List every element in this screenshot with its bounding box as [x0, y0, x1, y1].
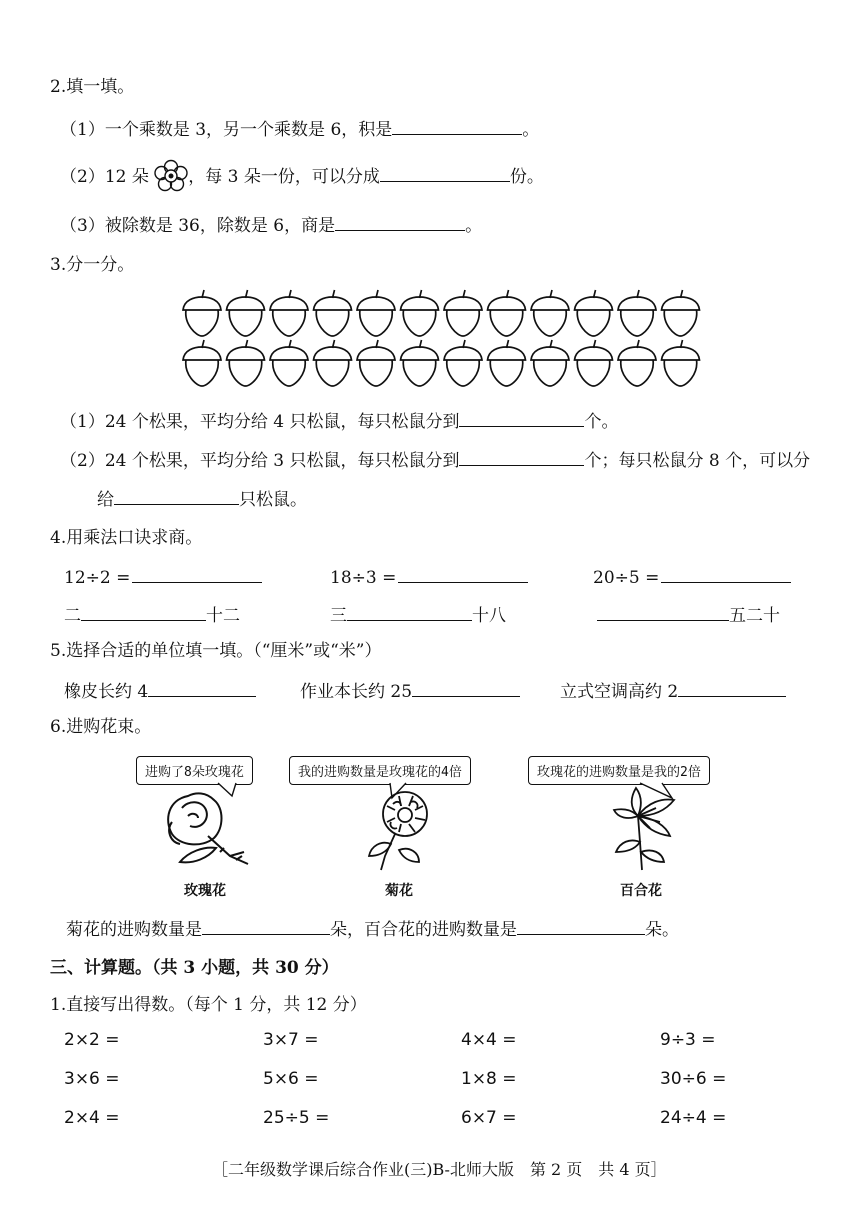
answer-blank[interactable]: [517, 916, 645, 935]
answer-blank[interactable]: [661, 564, 791, 583]
acorn-icon: [401, 290, 439, 336]
q3-item-1: （1）24 个松果，平均分给 4 只松鼠，每只松鼠分到 个。: [60, 408, 618, 433]
answer-blank[interactable]: [459, 408, 584, 427]
q4-title: 4.用乘法口诀求商。: [50, 528, 203, 548]
acorn-icon: [618, 290, 656, 336]
acorn-icon: [227, 290, 265, 336]
chrysanthemum-label: 菊花: [385, 883, 413, 899]
q5-item-2: 作业本长约 25: [300, 678, 520, 703]
acorn-icon: [662, 290, 700, 336]
q2-item-3: （3）被除数是 36，除数是 6，商是 。: [60, 212, 482, 237]
answer-blank[interactable]: [392, 116, 522, 135]
acorn-icon: [183, 290, 221, 336]
q4-eq-3: 20÷5 =: [593, 564, 791, 589]
acorn-icon: [531, 340, 569, 386]
acorn-icon: [444, 290, 482, 336]
q3-item-2-cont: 给 只松鼠。: [97, 486, 307, 511]
acorn-icon: [444, 340, 482, 386]
answer-blank[interactable]: [114, 486, 239, 505]
q2-item-2: （2）12 朵 ，每 3 朵一份，可以分成 份。: [60, 163, 544, 189]
rose-illustration: [158, 786, 268, 876]
q4-rhyme-2: 三 十八: [330, 602, 506, 627]
acorn-icon: [357, 290, 395, 336]
q5-title: 5.选择合适的单位填一填。（“厘米”或“米”）: [50, 641, 382, 661]
answer-blank[interactable]: [202, 916, 330, 935]
acorn-icon: [488, 340, 526, 386]
rose-label: 玫瑰花: [184, 883, 226, 899]
q4-eq-2: 18÷3 =: [330, 564, 528, 589]
answer-blank[interactable]: [398, 564, 528, 583]
calc-item: 1×8 =: [461, 1069, 517, 1089]
lily-label: 百合花: [620, 883, 662, 899]
answer-blank[interactable]: [335, 212, 465, 231]
answer-blank[interactable]: [81, 602, 206, 621]
acorn-icon: [531, 290, 569, 336]
acorn-icon: [357, 340, 395, 386]
answer-blank[interactable]: [132, 564, 262, 583]
lily-illustration: [608, 782, 688, 877]
calc-item: 6×7 =: [461, 1108, 517, 1128]
acorn-icon: [270, 290, 308, 336]
calc-item: 9÷3 =: [660, 1030, 716, 1050]
chrysanthemum-speech-bubble: 我的进购数量是玫瑰花的4倍: [289, 756, 471, 785]
q2-title: 2.填一填。: [50, 77, 135, 97]
calc-item: 2×2 =: [64, 1030, 120, 1050]
acorn-icon: [270, 340, 308, 386]
answer-blank[interactable]: [412, 678, 520, 697]
q5-item-3: 立式空调高约 2: [560, 678, 786, 703]
calc-item: 3×7 =: [263, 1030, 319, 1050]
q5-item-1: 橡皮长约 4: [64, 678, 256, 703]
answer-blank[interactable]: [347, 602, 472, 621]
acorn-icon: [227, 340, 265, 386]
acorn-icon: [662, 340, 700, 386]
acorn-icon: [183, 340, 221, 386]
answer-blank[interactable]: [678, 678, 786, 697]
flower-icon: [154, 167, 188, 189]
q3-item-2: （2）24 个松果，平均分给 3 只松鼠，每只松鼠分到 个；每只松鼠分 8 个，可以分: [60, 447, 810, 472]
acorn-icon: [401, 340, 439, 386]
answer-blank[interactable]: [597, 602, 729, 621]
page-footer: ［二年级数学课后综合作业(三)B-北师大版 第 2 页 共 4 页］: [212, 1160, 667, 1179]
answer-blank[interactable]: [380, 163, 510, 182]
calc-item: 5×6 =: [263, 1069, 319, 1089]
acorn-icon: [488, 290, 526, 336]
calc-item: 25÷5 =: [263, 1108, 330, 1128]
answer-blank[interactable]: [459, 447, 584, 466]
acorn-icon: [575, 340, 613, 386]
q4-rhyme-1: 二 十二: [64, 602, 240, 627]
acorn-icon: [575, 290, 613, 336]
acorn-icon: [314, 290, 352, 336]
chrysanthemum-illustration: [355, 786, 455, 876]
q3-title: 3.分一分。: [50, 255, 135, 275]
section-3-title: 三、计算题。（共 3 小题，共 30 分）: [50, 958, 339, 978]
section-3-q1-title: 1.直接写出得数。（每个 1 分，共 12 分）: [50, 995, 367, 1015]
calc-item: 30÷6 =: [660, 1069, 727, 1089]
acorn-grid: [180, 286, 710, 396]
calc-item: 3×6 =: [64, 1069, 120, 1089]
calc-item: 4×4 =: [461, 1030, 517, 1050]
q4-eq-1: 12÷2 =: [64, 564, 262, 589]
q6-answer-line: 菊花的进购数量是 朵，百合花的进购数量是 朵。: [66, 916, 679, 941]
calc-item: 2×4 =: [64, 1108, 120, 1128]
acorn-icon: [618, 340, 656, 386]
acorn-icon: [314, 340, 352, 386]
q6-title: 6.进购花束。: [50, 717, 152, 737]
rose-speech-bubble: 进购了8朵玫瑰花: [136, 756, 253, 785]
q2-item-1: （1）一个乘数是 3，另一个乘数是 6，积是 。: [60, 116, 539, 141]
q4-rhyme-3: 五二十: [597, 602, 780, 627]
lily-speech-bubble: 玫瑰花的进购数量是我的2倍: [528, 756, 710, 785]
answer-blank[interactable]: [148, 678, 256, 697]
calc-item: 24÷4 =: [660, 1108, 727, 1128]
